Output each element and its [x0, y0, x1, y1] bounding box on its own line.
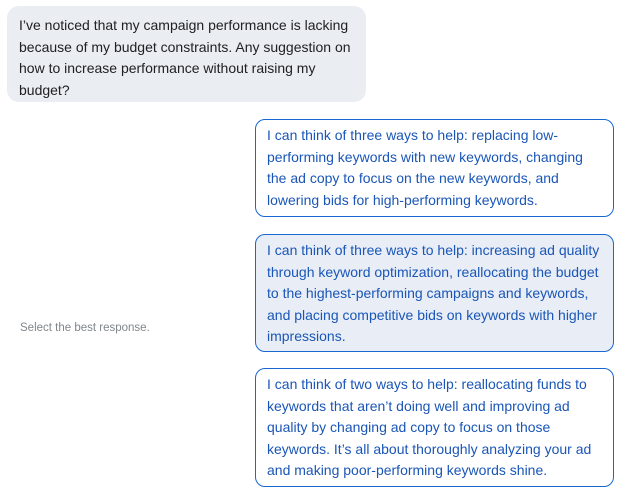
response-option-1[interactable] — [255, 119, 614, 217]
user-message-bubble — [7, 6, 366, 102]
select-response-hint: Select the best response. — [20, 322, 150, 334]
response-option-text: I can think of three ways to help: increasing ad quality through keyword optimization, reallocating the budget to the highest-performing campaigns and keywords, and placing competitive bids on keywords with higher impressions. — [267, 242, 600, 344]
user-message-text: I’ve noticed that my campaign performance is lacking because of my budget constraints. Any suggestion on how to increase performance without raising my budget? — [19, 17, 351, 98]
response-option-text: I can think of three ways to help: replacing low-performing keywords with new keywords, changing the ad copy to focus on the new keywords, and lowering bids for high-performing keywords. — [267, 127, 583, 208]
response-option-3[interactable] — [255, 368, 614, 487]
response-option-text: I can think of two ways to help: reallocating funds to keywords that aren’t doing well and improving ad quality by changing ad copy to focus on those keywords. It’s all about thoroughly analyzing your ad and making poor-performing keywords shine. — [267, 376, 592, 478]
response-option-2[interactable] — [255, 234, 614, 352]
